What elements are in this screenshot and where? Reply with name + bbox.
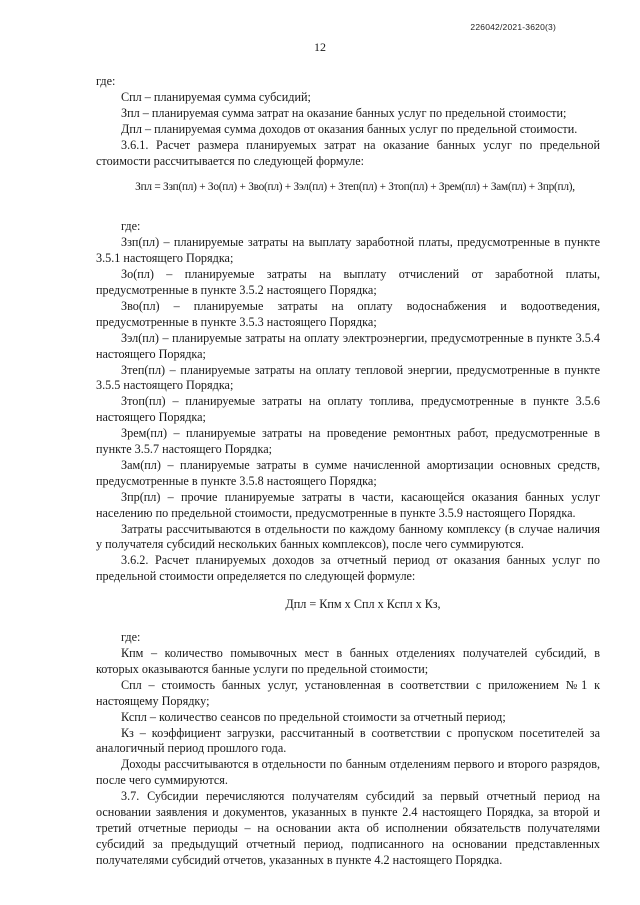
formula-income: Дпл = Кпм х Спл х Кспл х Кз, — [285, 597, 441, 612]
clause-3-6-1: 3.6.1. Расчет размера планируемых затрат на оказание банных услуг по предельной стоимости рассчитывается по следующей формуле: — [96, 137, 600, 168]
document-id: 226042/2021-3620(3) — [470, 22, 556, 32]
definition-zzp: Ззп(пл) – планируемые затраты на выплату заработной платы, предусмотренные в пункте 3.5.1 настоящего Порядка; — [96, 235, 600, 266]
document-body — [96, 74, 600, 869]
definition-dpl: Дпл – планируемая сумма доходов от оказания банных услуг по предельной стоимости. — [121, 121, 578, 136]
definition-zpl: Зпл – планируемая сумма затрат на оказание банных услуг по предельной стоимости; — [121, 105, 567, 120]
page-number: 12 — [314, 40, 326, 54]
definition-spl-cost: Спл – стоимость банных услуг, установленная в соответствии с приложением №1 к настоящему Порядку; — [96, 677, 600, 708]
definition-ztop: Зтоп(пл) – планируемые затраты на оплату топлива, предусмотренные в пункте 3.5.6 настоящего Порядка; — [96, 394, 600, 425]
where-label: где: — [121, 219, 141, 234]
clause-3-7: 3.7. Субсидии перечисляются получателям субсидий за первый отчетный период на основании заявления и документов, указанных в пункте 2.4 настоящего Порядка, за второй и третий отчетные периоды – на основании акта об исполнении обязательств получателями субсидий за предыдущий отчетный период, подписанного на основании представленных получателями субсидий отчетов, указанных в пункте 4.2 настоящего Порядка. — [96, 789, 600, 867]
definition-spl: Спл – планируемая сумма субсидий; — [121, 89, 311, 104]
definition-zvo: Зво(пл) – планируемые затраты на оплату водоснабжения и водоотведения, предусмотренные в пункте 3.5.3 настоящего Порядка; — [96, 298, 600, 329]
income-summation-note: Доходы рассчитываются в отдельности по банным отделениям первого и второго разрядов, после чего суммируются. — [96, 757, 600, 788]
definition-zrem: Зрем(пл) – планируемые затраты на проведение ремонтных работ, предусмотренные в пункте 3.5.7 настоящего Порядка; — [96, 426, 600, 457]
where-label: где: — [96, 74, 116, 88]
definition-zo: Зо(пл) – планируемые затраты на выплату отчислений от заработной платы, предусмотренные в пункте 3.5.2 настоящего Порядка; — [96, 267, 600, 297]
definition-zpr: Зпр(пл) – прочие планируемые затраты в части, касающейся оказания банных услуг населению по предельной стоимости, предусмотренные в пункте 3.5.9 настоящего Порядка. — [96, 489, 600, 520]
definition-kz: Кз – коэффициент загрузки, рассчитанный в соответствии с пропуском посетителей за аналогичный период прошлого года. — [96, 725, 600, 756]
definition-zam: Зам(пл) – планируемые затраты в сумме начисленной амортизации основных средств, предусмотренные в пункте 3.5.8 настоящего Порядка; — [96, 457, 600, 488]
formula-costs: Зпл = Ззп(пл) + Зо(пл) + Зво(пл) + Зэл(пл) + Зтеп(пл) + Зтоп(пл) + Зрем(пл) + Зам(пл) + Зпр(пл), — [135, 181, 575, 194]
definition-kpm: Кпм – количество помывочных мест в банных отделениях получателей субсидий, в которых оказываются банные услуги по предельной стоимости; — [96, 646, 600, 676]
clause-3-6-2: 3.6.2. Расчет планируемых доходов за отчетный период от оказания банных услуг по предельной стоимости определяется по следующей формуле: — [96, 553, 600, 584]
definition-zteр: Зтеп(пл) – планируемые затраты на оплату тепловой энергии, предусмотренные в пункте 3.5.5 настоящего Порядка; — [96, 362, 600, 393]
costs-summation-note: Затраты рассчитываются в отдельности по каждому банному комплексу (в случае наличия у получателя субсидий нескольких банных комплексов), после чего суммируются. — [96, 521, 600, 552]
definition-zel: Зэл(пл) – планируемые затраты на оплату электроэнергии, предусмотренные в пункте 3.5.4 настоящего Порядка; — [96, 330, 600, 361]
definition-kspl: Кспл – количество сеансов по предельной стоимости за отчетный период; — [121, 709, 506, 724]
where-label: где: — [121, 630, 141, 645]
